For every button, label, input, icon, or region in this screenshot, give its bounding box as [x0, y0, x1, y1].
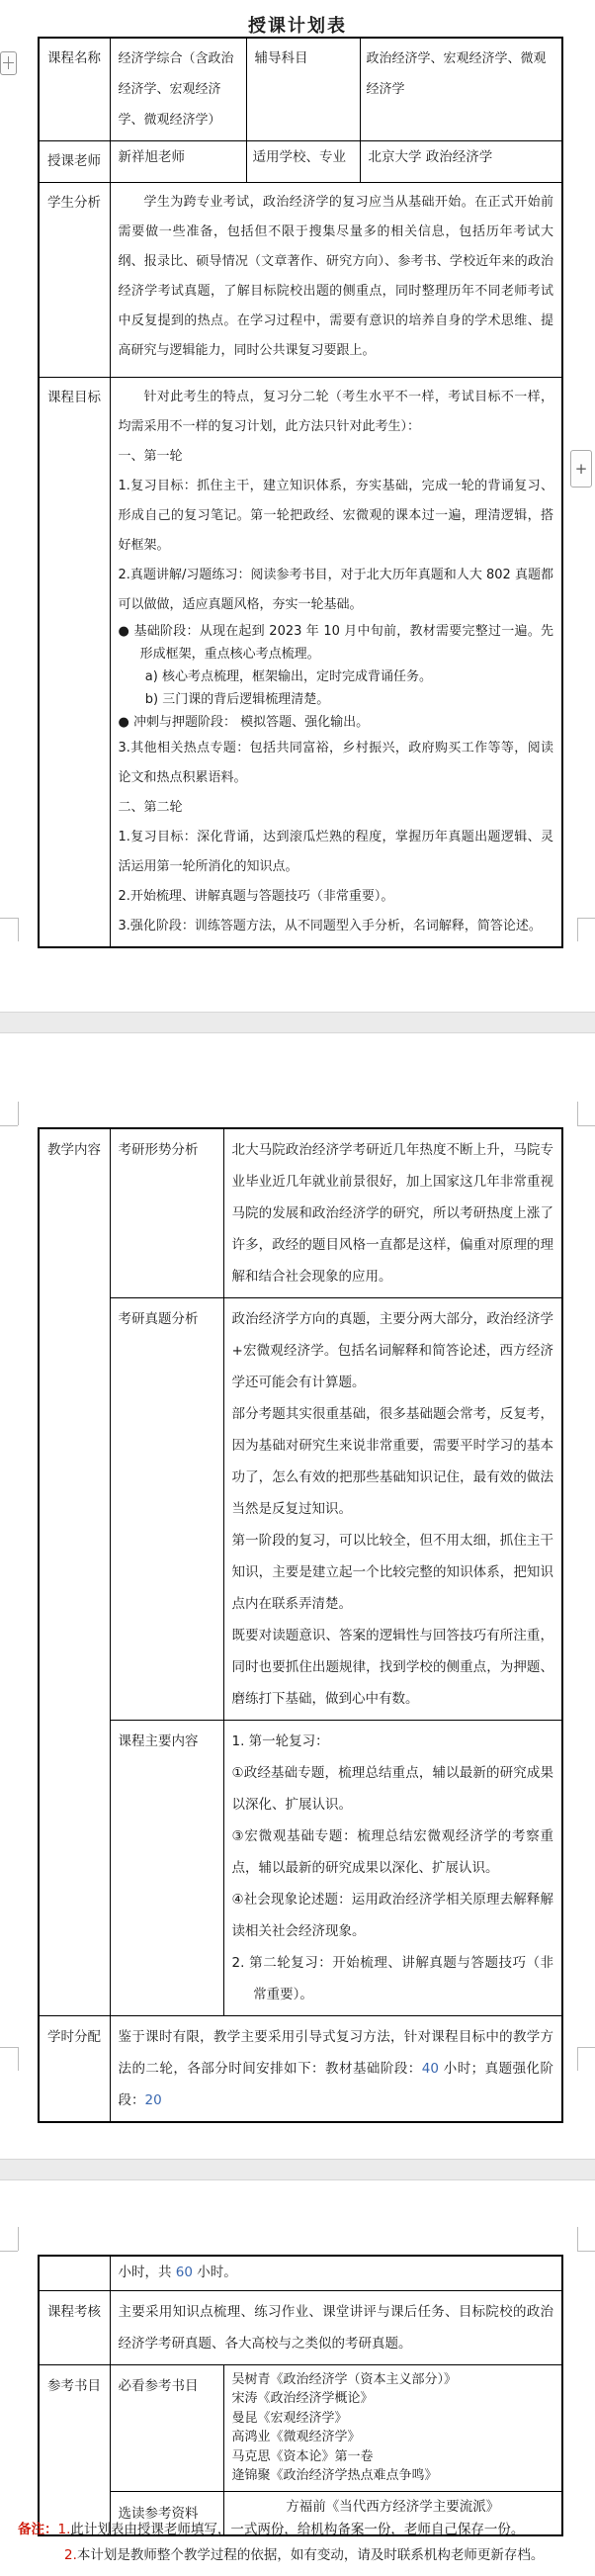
- page-margin-mark: [577, 1102, 578, 1125]
- note-line: [18, 2517, 583, 2542]
- page-margin-mark: [577, 918, 578, 941]
- page-margin-mark: [577, 2227, 578, 2251]
- note-line: [64, 2542, 583, 2568]
- hours-number: 20: [144, 2092, 162, 2108]
- page-separator: [0, 1012, 595, 1033]
- goal-paragraph: 2.真题讲解/习题练习：阅读参考书目，对于北大历年真题和人大 802 真题都可以做做，适应真题风格，夯实一轮基础。: [118, 568, 553, 612]
- book-item: 逄锦聚《政治经济学热点难点争鸣》: [231, 2468, 438, 2483]
- book-item: 宋涛《政治经济学概论》: [231, 2391, 374, 2406]
- references-label: 参考书目: [39, 2364, 110, 2535]
- plus-button[interactable]: +: [570, 450, 592, 488]
- past-papers-paragraph: 既要对读题意识、答案的逻辑性与回答技巧有所注重，同时也要抓住出题规律，找到学校的侧重点，为押题、磨练打下基础，做到心中有数。: [231, 1628, 553, 1707]
- goal-paragraph: 一、第一轮: [118, 449, 183, 464]
- required-books-label: 必看参考书目: [110, 2364, 223, 2491]
- hours-text: 小时；真题强化阶段：: [118, 2061, 553, 2108]
- cross-bar: [8, 56, 9, 69]
- main-content-item: ①政经基础专题，梳理总结重点，辅以最新的研究成果以深化、扩展认识。: [231, 1765, 553, 1813]
- hours-continuation-cell: [110, 2256, 562, 2290]
- table-row: [39, 2016, 562, 2123]
- goal-sub-item: a) 核心考点梳理，框架输出，定时完成背诵任务。: [144, 669, 432, 684]
- past-papers-paragraph: 部分考题其实很重基础，很多基础题会常考，反复考，因为基础对研究生来说非常重要，需要平时学习的基本功了，怎么有效的把那些基础知识记住，最有效的做法当然是反复过知识。: [231, 1406, 553, 1517]
- course-name-value: 经济学综合（含政治经济学、宏观经济学、微观经济学）: [110, 38, 246, 141]
- goal-paragraph: 1.复习目标：深化背诵，达到滚瓜烂熟的程度，掌握历年真题出题逻辑、灵活运用第一轮所消化的知识点。: [118, 830, 553, 874]
- page-margin-mark: [0, 918, 18, 919]
- optional-reading-value: 方福前《当代西方经济学主要流派》: [223, 2491, 562, 2535]
- student-analysis-text: 学生为跨专业考试，政治经济学的复习应当从基础开始。在正式开始前需要做一些准备，包括但不限于搜集尽量多的相关信息，包括历年考试大纲、报录比、硕导情况（文章著作、研究方向）、参考书、学校近年来的政治经济学考试真题，了解目标院校出题的侧重点，同时整理历年不同老师考试中反复提到的热点。在学习过程中，需要有意识的培养自身的学术思维、提高研究与逻辑能力，同时公共课复习要跟上。: [118, 195, 553, 358]
- exam-situation-cell: [223, 1128, 562, 1298]
- note-number: 2.: [64, 2547, 77, 2563]
- notes-block: [18, 2517, 583, 2568]
- goal-paragraph: 2.开始梳理、讲解真题与答题技巧（非常重要）。: [118, 889, 394, 904]
- course-goals-cell: [110, 378, 562, 948]
- school-major-label: 适用学校、专业: [246, 141, 360, 183]
- student-analysis-cell: [110, 183, 562, 378]
- notes-label: 备注：: [18, 2522, 58, 2537]
- page-margin-mark: [0, 2047, 18, 2048]
- assessment-label: 课程考核: [39, 2290, 110, 2364]
- note-text: 此计划表由授课老师填写，一式两份，给机构备案一份，老师自己保存一份。: [70, 2522, 525, 2537]
- school-major-value: 北京大学 政治经济学: [360, 141, 562, 183]
- table-row: [39, 38, 562, 141]
- exam-situation-text: 北大马院政治经济学考研近几年热度不断上升，马院专业毕业近几年就业前景很好，加上国家这几年非常重视马院的发展和政治经济学的研究，所以考研热度上涨了许多，政经的题目风格一直都是这样，偏重对原理的理解和结合社会现象的应用。: [231, 1142, 553, 1285]
- page-margin-mark: [0, 2251, 18, 2252]
- table-move-handle-icon[interactable]: [0, 51, 17, 75]
- note-text: 本计划是教师整个教学过程的依据，如有变动，请及时联系机构老师更新存档。: [76, 2547, 545, 2563]
- goal-sub-item: b) 三门课的背后逻辑梳理清楚。: [144, 692, 330, 707]
- page-margin-mark: [18, 918, 19, 941]
- required-books-cell: [223, 2364, 562, 2491]
- past-papers-paragraph: 第一阶段的复习，可以比较全，但不用太细，抓住主干知识，主要是建立起一个比较完整的知识体系，把知识点内在联系弄清楚。: [231, 1533, 553, 1612]
- teaching-content-label: 教学内容: [39, 1128, 110, 2016]
- optional-reading-label: 选读参考资料: [110, 2491, 223, 2535]
- course-name-label: 课程名称: [39, 38, 110, 141]
- past-papers-paragraph: 政治经济学方向的真题，主要分两大部分，政治经济学+宏微观经济学。包括名词解释和简答论述，西方经济学还可能会有计算题。: [231, 1311, 553, 1390]
- page-margin-mark: [577, 1125, 595, 1126]
- page-margin-mark: [577, 918, 595, 919]
- goal-paragraph: 3.强化阶段：训练答题方法，从不同题型入手分析，名词解释，简答论述。: [118, 919, 542, 933]
- goal-bullet-item: ● 基础阶段：从现在起到 2023 年 10 月中旬前，教材需要完整过一遍。先形成框架，重点核心考点梳理。: [118, 624, 553, 662]
- student-analysis-label: 学生分析: [39, 183, 110, 378]
- hours-allocation-label: 学时分配: [39, 2016, 110, 2123]
- hours-allocation-text: [119, 2021, 554, 2116]
- goal-bullet-item: ● 冲刺与押题阶段： 模拟答题、强化输出。: [118, 715, 370, 730]
- assessment-cell: [110, 2290, 562, 2364]
- main-content-cell: [223, 1721, 562, 2016]
- page-margin-mark: [577, 2047, 578, 2071]
- page-margin-mark: [18, 2227, 19, 2251]
- hours-number: 40: [421, 2061, 439, 2077]
- goal-paragraph: 3.其他相关热点专题：包括共同富裕，乡村振兴，政府购买工作等等，阅读论文和热点积累语料。: [118, 741, 553, 785]
- exam-situation-label: 考研形势分析: [110, 1128, 223, 1298]
- page-separator: [0, 2159, 595, 2180]
- course-goals-label: 课程目标: [39, 378, 110, 948]
- page-margin-mark: [577, 2251, 595, 2252]
- table-row: [39, 1298, 562, 1721]
- course-plan-table-page2: [38, 1127, 563, 2123]
- table-row: [39, 378, 562, 948]
- table-row: [39, 183, 562, 378]
- main-content-label: 课程主要内容: [110, 1721, 223, 2016]
- past-papers-cell: [223, 1298, 562, 1721]
- hours-text: 小时。: [192, 2265, 237, 2280]
- main-content-item: 2. 第二轮复习：开始梳理、讲解真题与答题技巧（非常重要）。: [231, 1955, 553, 2002]
- page-margin-mark: [18, 1102, 19, 1125]
- goal-paragraph: 针对此考生的特点，复习分二轮（考生水平不一样，考试目标不一样，均需采用不一样的复习计划，此方法只针对此考生）：: [118, 390, 553, 434]
- empty-cell: [39, 2256, 110, 2290]
- page-title: 授课计划表: [248, 16, 347, 37]
- main-content-item: ④社会现象论述题：运用政治经济学相关原理去解释解读相关社会经济现象。: [231, 1892, 553, 1939]
- hours-text: 小时，共: [118, 2265, 176, 2280]
- tutoring-subject-label: 辅导科目: [246, 38, 360, 141]
- hours-allocation-cell: [110, 2016, 562, 2123]
- page-margin-mark: [18, 2047, 19, 2071]
- table-row: [39, 2364, 562, 2491]
- course-plan-table-page1: [38, 37, 563, 948]
- teacher-label: 授课老师: [39, 141, 110, 183]
- teacher-value: 新祥旭老师: [110, 141, 246, 183]
- book-item: 高鸿业《微观经济学》: [231, 2430, 361, 2444]
- table-row: [39, 2290, 562, 2364]
- table-row: [39, 2256, 562, 2290]
- goal-paragraph: 二、第二轮: [118, 800, 183, 815]
- book-item: 曼昆《宏观经济学》: [231, 2410, 348, 2426]
- goal-paragraph: 1.复习目标：抓住主干，建立知识体系，夯实基础，完成一轮的背诵复习、形成自己的复习笔记。第一轮把政经、宏微观的课本过一遍，理清逻辑，搭好框架。: [118, 479, 553, 553]
- table-row: [39, 141, 562, 183]
- past-papers-label: 考研真题分析: [110, 1298, 223, 1721]
- note-number: 1.: [57, 2522, 71, 2537]
- hours-number: 60: [175, 2265, 193, 2280]
- page-margin-mark: [577, 2047, 595, 2048]
- course-plan-table-page3: [38, 2255, 563, 2536]
- tutoring-subject-value: 政治经济学、宏观经济学、微观经济学: [360, 38, 562, 141]
- book-item: 马克思《资本论》第一卷: [231, 2448, 374, 2464]
- hours-text: 鉴于课时有限，教学主要采用引导式复习方法，针对课程目标中的教学方法的二轮，各部分时间安排如下：教材基础阶段：: [118, 2029, 553, 2077]
- table-row: [39, 1721, 562, 2016]
- table-row: [39, 1128, 562, 1298]
- book-item: 吴树青《政治经济学（资本主义部分）》: [231, 2371, 458, 2387]
- main-content-item: ③宏微观基础专题：梳理总结宏微观经济学的考察重点，辅以最新的研究成果以深化、扩展认识。: [231, 1828, 553, 1876]
- page-margin-mark: [0, 1125, 18, 1126]
- main-content-item: 1. 第一轮复习：: [231, 1733, 329, 1749]
- assessment-text: 主要采用知识点梳理、练习作业、课堂讲评与课后任务、目标院校的政治经济学考研真题、各大高校与之类似的考研真题。: [118, 2303, 553, 2352]
